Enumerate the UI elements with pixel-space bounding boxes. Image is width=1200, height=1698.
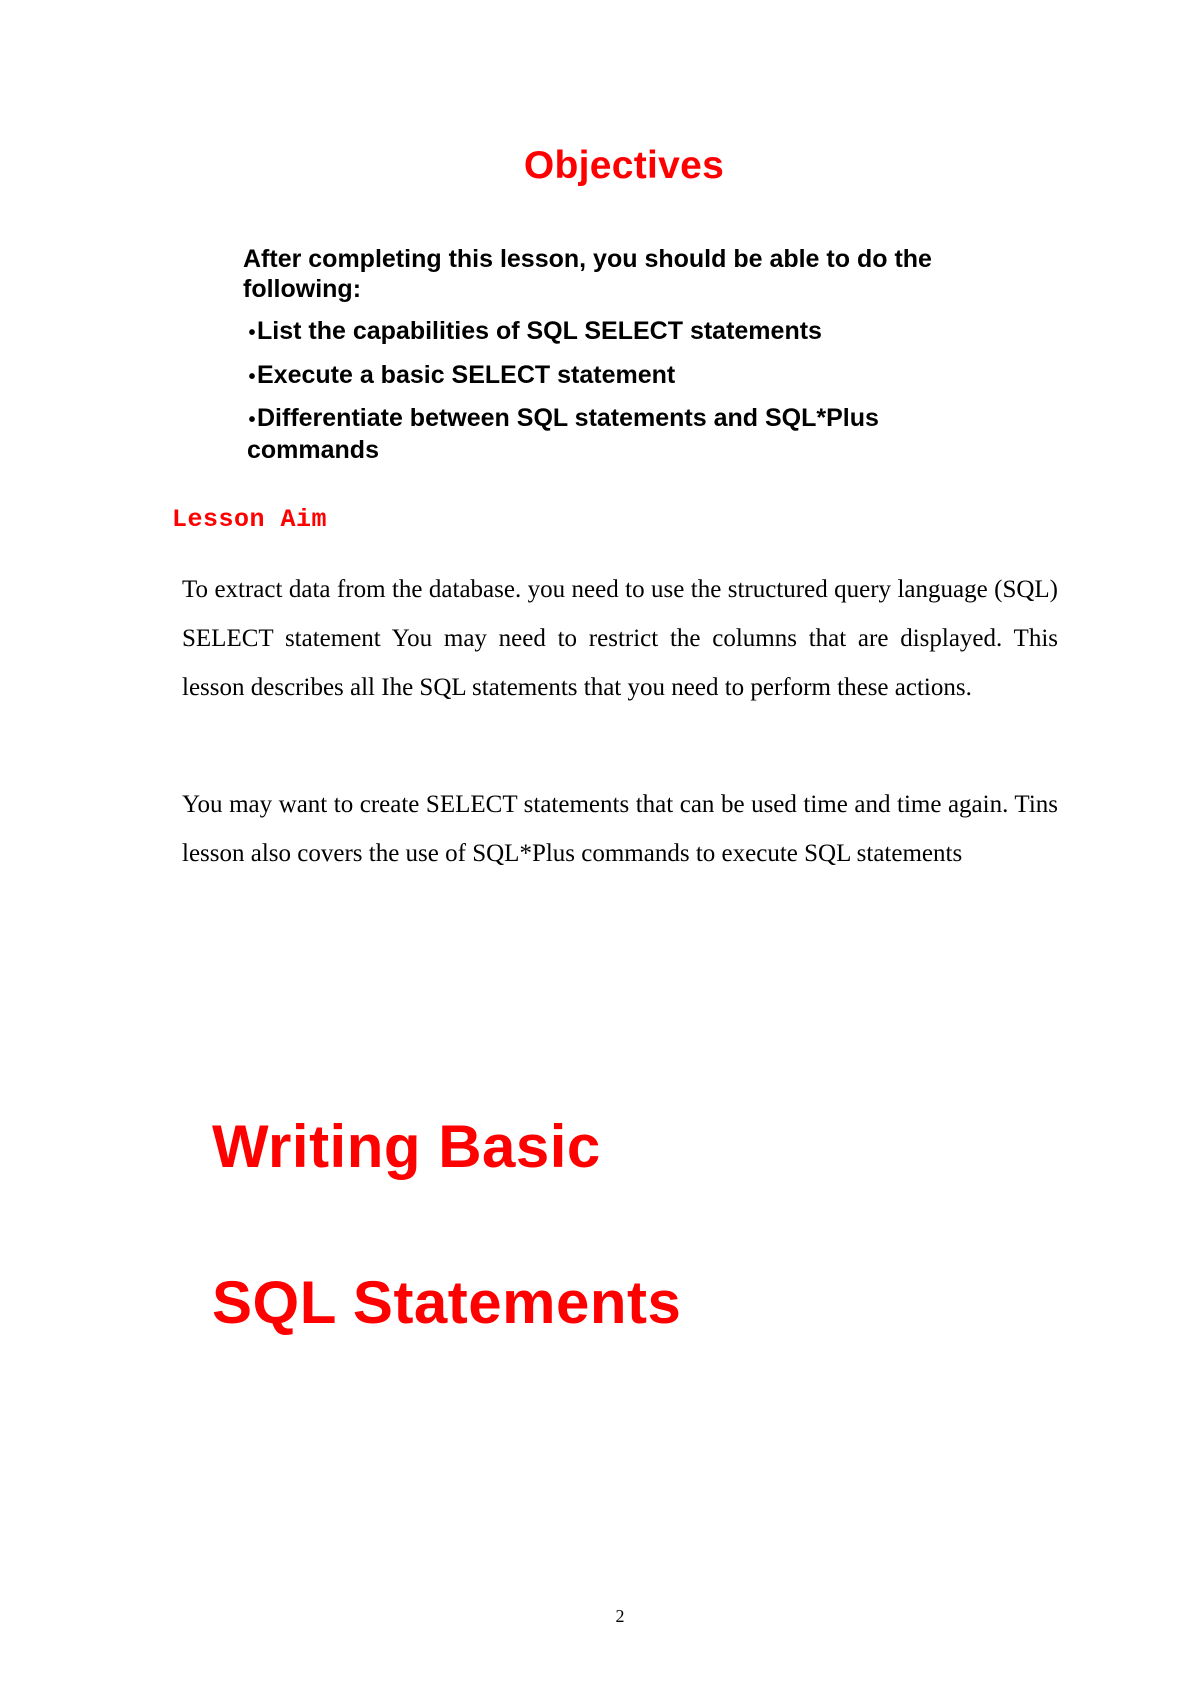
section-title-line-2: SQL Statements [212,1269,682,1336]
objective-text: List the capabilities of SQL SELECT statements [257,317,822,345]
lesson-aim-paragraph: You may want to create SELECT statements that can be used time and time again. Tins lesson also covers the use of SQL*Plus commands to execute SQL statements [182,791,1058,867]
bullet-icon: • [248,322,256,344]
objective-item [247,403,1003,465]
objectives-intro: After completing this lesson, you should be able to do the following: [243,245,932,303]
lesson-aim-paragraph: To extract data from the database. you need to use the structured query language (SQL) SELECT statement You may need to restrict the columns that are displayed. This lesson describes all Ihe SQL statements that you need to perform these actions. [182,576,1058,701]
objective-text: Differentiate between SQL statements and SQL*Plus commands [247,404,879,464]
objectives-title: Objectives [523,144,725,187]
objectives-block [243,244,1003,465]
objective-item [247,316,1003,348]
lesson-aim-heading: Lesson Aim [172,505,328,534]
page-number: 2 [615,1606,625,1626]
objective-item [247,360,1003,392]
objective-text: Execute a basic SELECT statement [257,361,676,389]
bullet-icon: • [248,366,256,388]
bullet-icon: • [248,409,256,431]
section-title-line-1: Writing Basic [212,1113,601,1180]
